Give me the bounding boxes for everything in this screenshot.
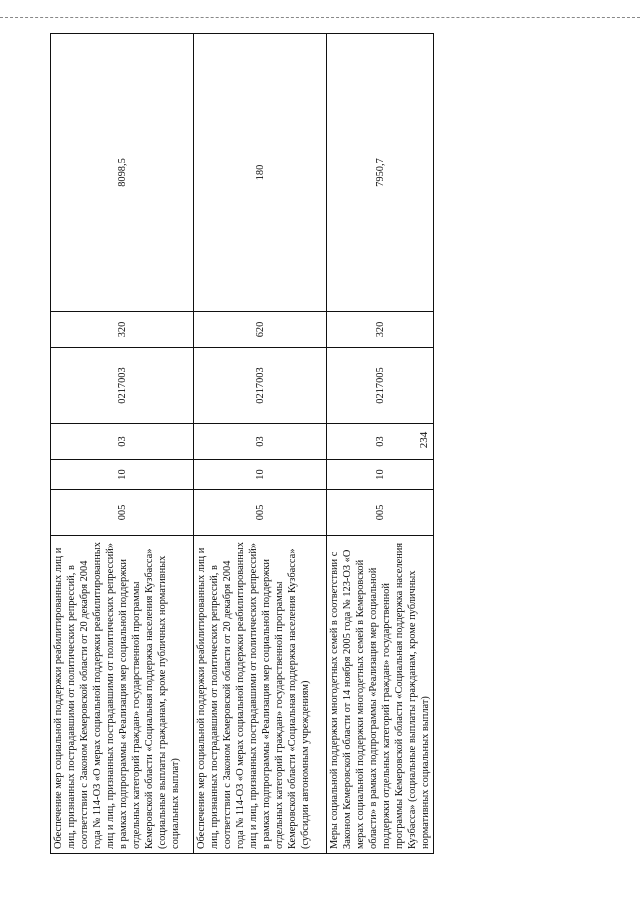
row-description: Обеспечение мер социальной поддержки реабилитированных лиц и лиц, признанных пострадавшими от политических репрессий, в соответствии с Законом Кемеровской области от 20 декабря 2004 года № 114-ОЗ «О мерах социальной поддержки реабилитированных лиц и лиц, признанных пострадавшими от политических репрессий» в рамках подпрограммы «Реализация мер социальной поддержки отдельных категорий граждан» государственной программы Кемеровской области «Социальная поддержка населения Кузбасса» (субсидии автономным учреждениям) <box>194 536 327 854</box>
target-article-code: 0217003 <box>194 348 327 424</box>
amount: 8098,5 <box>51 34 194 312</box>
section-code: 10 <box>194 460 327 490</box>
target-article-code: 0217003 <box>51 348 194 424</box>
subsection-code: 03 <box>194 424 327 460</box>
subsection-code: 03 <box>327 424 434 460</box>
table-row <box>194 34 327 854</box>
amount: 7950,7 <box>327 34 434 312</box>
ved-code: 005 <box>194 490 327 536</box>
row-description: Меры социальной поддержки многодетных семей в соответствии с Законом Кемеровской области от 14 ноября 2005 года № 123-ОЗ «О мерах социальной поддержки многодетных семей в Кемеровской области» в рамках подпрограммы «Реализация мер социальной поддержки отдельных категорий граждан» государственной программы Кемеровской области «Социальная поддержка населения Кузбасса» (социальные выплаты гражданам, кроме публичных нормативных социальных выплат) <box>327 536 434 854</box>
section-code: 10 <box>327 460 434 490</box>
subsection-code: 03 <box>51 424 194 460</box>
expense-type-code: 320 <box>327 312 434 348</box>
expense-type-code: 320 <box>51 312 194 348</box>
row-description: Обеспечение мер социальной поддержки реабилитированных лиц и лиц, признанных пострадавшими от политических репрессий, в соответствии с Законом Кемеровской области от 20 декабря 2004 года № 114-ОЗ «О мерах социальной поддержки реабилитированных лиц и лиц, признанных пострадавшими от политических репрессий» в рамках подпрограммы «Реализация мер социальной поддержки отдельных категорий граждан» государственной программы Кемеровской области «Социальная поддержка населения Кузбасса» (социальные выплаты гражданам, кроме публичных нормативных социальных выплат) <box>51 536 194 854</box>
ved-code: 005 <box>51 490 194 536</box>
budget-table <box>50 33 434 854</box>
ved-code: 005 <box>327 490 434 536</box>
page-number: 234 <box>418 431 430 449</box>
table-row <box>51 34 194 854</box>
target-article-code: 0217005 <box>327 348 434 424</box>
top-rule <box>0 17 640 18</box>
section-code: 10 <box>51 460 194 490</box>
expense-type-code: 620 <box>194 312 327 348</box>
amount: 180 <box>194 34 327 312</box>
table-row <box>327 34 434 854</box>
